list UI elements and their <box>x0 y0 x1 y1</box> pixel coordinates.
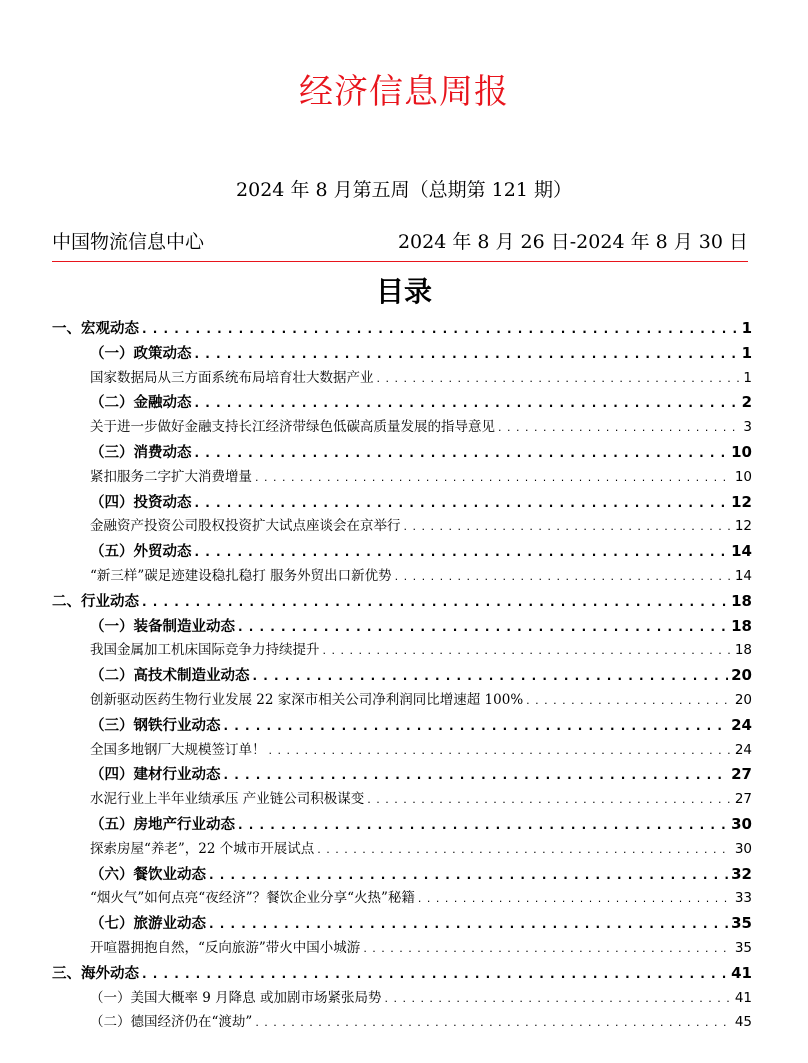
toc-entry-text: （三）钢铁行业动态 <box>90 716 221 734</box>
toc-subsection-entry[interactable] <box>52 440 752 465</box>
toc-subsection-entry[interactable] <box>52 663 752 688</box>
toc-subsection-entry[interactable] <box>52 762 752 787</box>
toc-leader-dots <box>195 540 729 564</box>
toc-leader-dots <box>238 615 728 639</box>
toc-page-number: 24 <box>734 741 752 758</box>
toc-article-entry[interactable] <box>52 688 752 713</box>
toc-page-number: 2 <box>741 393 752 412</box>
toc-entry-text: 创新驱动医药生物行业发展 22 家深市相关公司净利润同比增速超 100% <box>90 691 524 708</box>
toc-leader-dots <box>404 515 732 539</box>
toc-leader-dots <box>526 689 732 713</box>
toc-leader-dots <box>363 937 732 961</box>
toc-subsection-entry[interactable] <box>52 862 752 887</box>
toc-section-entry[interactable] <box>52 961 752 986</box>
toc-title: 目录 <box>375 275 432 308</box>
toc-entry-text: （一）政策动态 <box>90 344 192 362</box>
toc-page-number: 35 <box>731 914 752 933</box>
toc-page-number: 3 <box>743 419 752 436</box>
toc-page-number: 20 <box>731 666 752 685</box>
toc-leader-dots <box>238 813 728 837</box>
toc-entry-text: 金融资产投资公司股权投资扩大试点座谈会在京举行 <box>90 518 401 535</box>
toc-leader-dots <box>395 565 732 589</box>
toc-subsection-entry[interactable] <box>52 539 752 564</box>
toc-leader-dots <box>142 590 728 614</box>
toc-leader-dots <box>255 466 732 490</box>
toc-page-number: 12 <box>734 518 752 535</box>
toc-leader-dots <box>195 441 729 465</box>
toc-leader-dots <box>224 714 729 738</box>
toc-leader-dots <box>224 763 729 787</box>
toc-entry-text: 二、行业动态 <box>52 592 139 610</box>
toc-entry-text: “新三样”碳足迹建设稳扎稳打 服务外贸出口新优势 <box>90 567 392 584</box>
toc-subsection-entry[interactable] <box>52 490 752 515</box>
toc-leader-dots <box>142 962 728 986</box>
toc-page-number: 45 <box>734 1014 752 1031</box>
toc-page-number: 1 <box>743 369 752 386</box>
toc-entry-text: （二）高技术制造业动态 <box>90 667 250 685</box>
toc-article-entry[interactable] <box>52 886 752 911</box>
toc-page-number: 27 <box>734 791 752 808</box>
toc-entry-text: 全国多地钢厂大规模签订单！ <box>90 741 266 758</box>
toc-page-number: 30 <box>734 840 752 857</box>
toc-article-entry[interactable] <box>52 837 752 862</box>
toc-entry-text: （六）餐饮业动态 <box>90 865 206 883</box>
toc-article-entry[interactable] <box>52 986 752 1011</box>
toc-entry-text: 三、海外动态 <box>52 964 139 982</box>
toc-page-number: 30 <box>731 814 752 833</box>
toc-page-number: 41 <box>734 989 752 1006</box>
toc-subsection-entry[interactable] <box>52 390 752 415</box>
toc-article-entry[interactable] <box>52 366 752 391</box>
toc-leader-dots <box>255 1011 732 1035</box>
toc-section-entry[interactable] <box>52 316 752 341</box>
toc-article-entry[interactable] <box>52 514 752 539</box>
toc-subsection-entry[interactable] <box>52 812 752 837</box>
toc-entry-text: （一）装备制造业动态 <box>90 617 235 635</box>
toc-leader-dots <box>142 317 739 341</box>
toc-article-entry[interactable] <box>52 787 752 812</box>
toc-page-number: 12 <box>731 492 752 511</box>
issue-subtitle: 2024 年 8 月第五周（总期第 121 期） <box>236 179 572 201</box>
toc-article-entry[interactable] <box>52 936 752 961</box>
header-divider <box>52 261 748 262</box>
toc-article-entry[interactable] <box>52 738 752 763</box>
toc-article-entry[interactable] <box>52 415 752 440</box>
toc-subsection-entry[interactable] <box>52 713 752 738</box>
toc-entry-text: （三）消费动态 <box>90 443 192 461</box>
toc-page-number: 14 <box>734 567 752 584</box>
toc-leader-dots <box>367 788 732 812</box>
date-range: 2024 年 8 月 26 日-2024 年 8 月 30 日 <box>397 231 748 253</box>
toc-page-number: 18 <box>734 642 752 659</box>
toc-article-entry[interactable] <box>52 564 752 589</box>
toc-leader-dots <box>209 863 728 887</box>
toc-page-number: 41 <box>731 963 752 982</box>
toc-page-number: 18 <box>731 591 752 610</box>
toc-leader-dots <box>317 838 732 862</box>
toc-entry-text: （一）美国大概率 9 月降息 或加剧市场紧张局势 <box>90 989 382 1006</box>
toc-page-number: 35 <box>734 939 752 956</box>
toc-entry-text: 水泥行业上半年业绩承压 产业链公司积极谋变 <box>90 791 365 808</box>
toc-page-number: 33 <box>734 890 752 907</box>
table-of-contents <box>52 316 752 1035</box>
toc-entry-text: （二）金融动态 <box>90 394 192 412</box>
toc-entry-text: 紧扣服务二字扩大消费增量 <box>90 468 252 485</box>
toc-page-number: 1 <box>741 319 752 337</box>
toc-leader-dots <box>209 912 728 936</box>
toc-page-number: 1 <box>741 343 752 362</box>
toc-leader-dots <box>418 887 732 911</box>
toc-entry-text: （七）旅游业动态 <box>90 915 206 933</box>
toc-article-entry[interactable] <box>52 1010 752 1035</box>
toc-entry-text: （四）投资动态 <box>90 493 192 511</box>
toc-page-number: 14 <box>731 542 752 561</box>
toc-leader-dots <box>384 987 731 1011</box>
toc-leader-dots <box>195 391 739 415</box>
toc-page-number: 24 <box>731 715 752 734</box>
toc-entry-text: 探索房屋“养老”，22 个城市开展试点 <box>90 840 315 857</box>
toc-subsection-entry[interactable] <box>52 341 752 366</box>
toc-leader-dots <box>195 342 739 366</box>
toc-page-number: 27 <box>731 765 752 784</box>
toc-entry-text: 国家数据局从三方面系统布局培育壮大数据产业 <box>90 369 374 386</box>
toc-article-entry[interactable] <box>52 465 752 490</box>
toc-leader-dots <box>253 664 729 688</box>
toc-entry-text: （二）德国经济仍在“渡劫” <box>90 1014 253 1031</box>
toc-leader-dots <box>498 416 740 440</box>
toc-leader-dots <box>377 367 741 391</box>
toc-page-number: 20 <box>734 691 752 708</box>
toc-entry-text: “烟火气”如何点亮“夜经济”？餐饮企业分享“火热”秘籍 <box>90 890 415 907</box>
toc-leader-dots <box>269 739 732 763</box>
toc-entry-text: （四）建材行业动态 <box>90 766 221 784</box>
toc-leader-dots <box>323 639 732 663</box>
toc-entry-text: （五）外贸动态 <box>90 543 192 561</box>
toc-page-number: 32 <box>731 864 752 883</box>
toc-entry-text: 一、宏观动态 <box>52 320 139 337</box>
toc-subsection-entry[interactable] <box>52 614 752 639</box>
toc-entry-text: 开喧嚣拥抱自然，“反向旅游”带火中国小城游 <box>90 939 361 956</box>
toc-entry-text: 关于进一步做好金融支持长江经济带绿色低碳高质量发展的指导意见 <box>90 419 495 436</box>
toc-subsection-entry[interactable] <box>52 911 752 936</box>
toc-entry-text: （五）房地产行业动态 <box>90 815 235 833</box>
toc-page-number: 10 <box>734 468 752 485</box>
toc-leader-dots <box>195 491 729 515</box>
toc-article-entry[interactable] <box>52 638 752 663</box>
toc-page-number: 10 <box>731 442 752 461</box>
organization-name: 中国物流信息中心 <box>52 231 205 253</box>
toc-page-number: 18 <box>731 616 752 635</box>
toc-section-entry[interactable] <box>52 589 752 614</box>
toc-entry-text: 我国金属加工机床国际竞争力持续提升 <box>90 642 320 659</box>
report-title: 经济信息周报 <box>299 72 509 112</box>
